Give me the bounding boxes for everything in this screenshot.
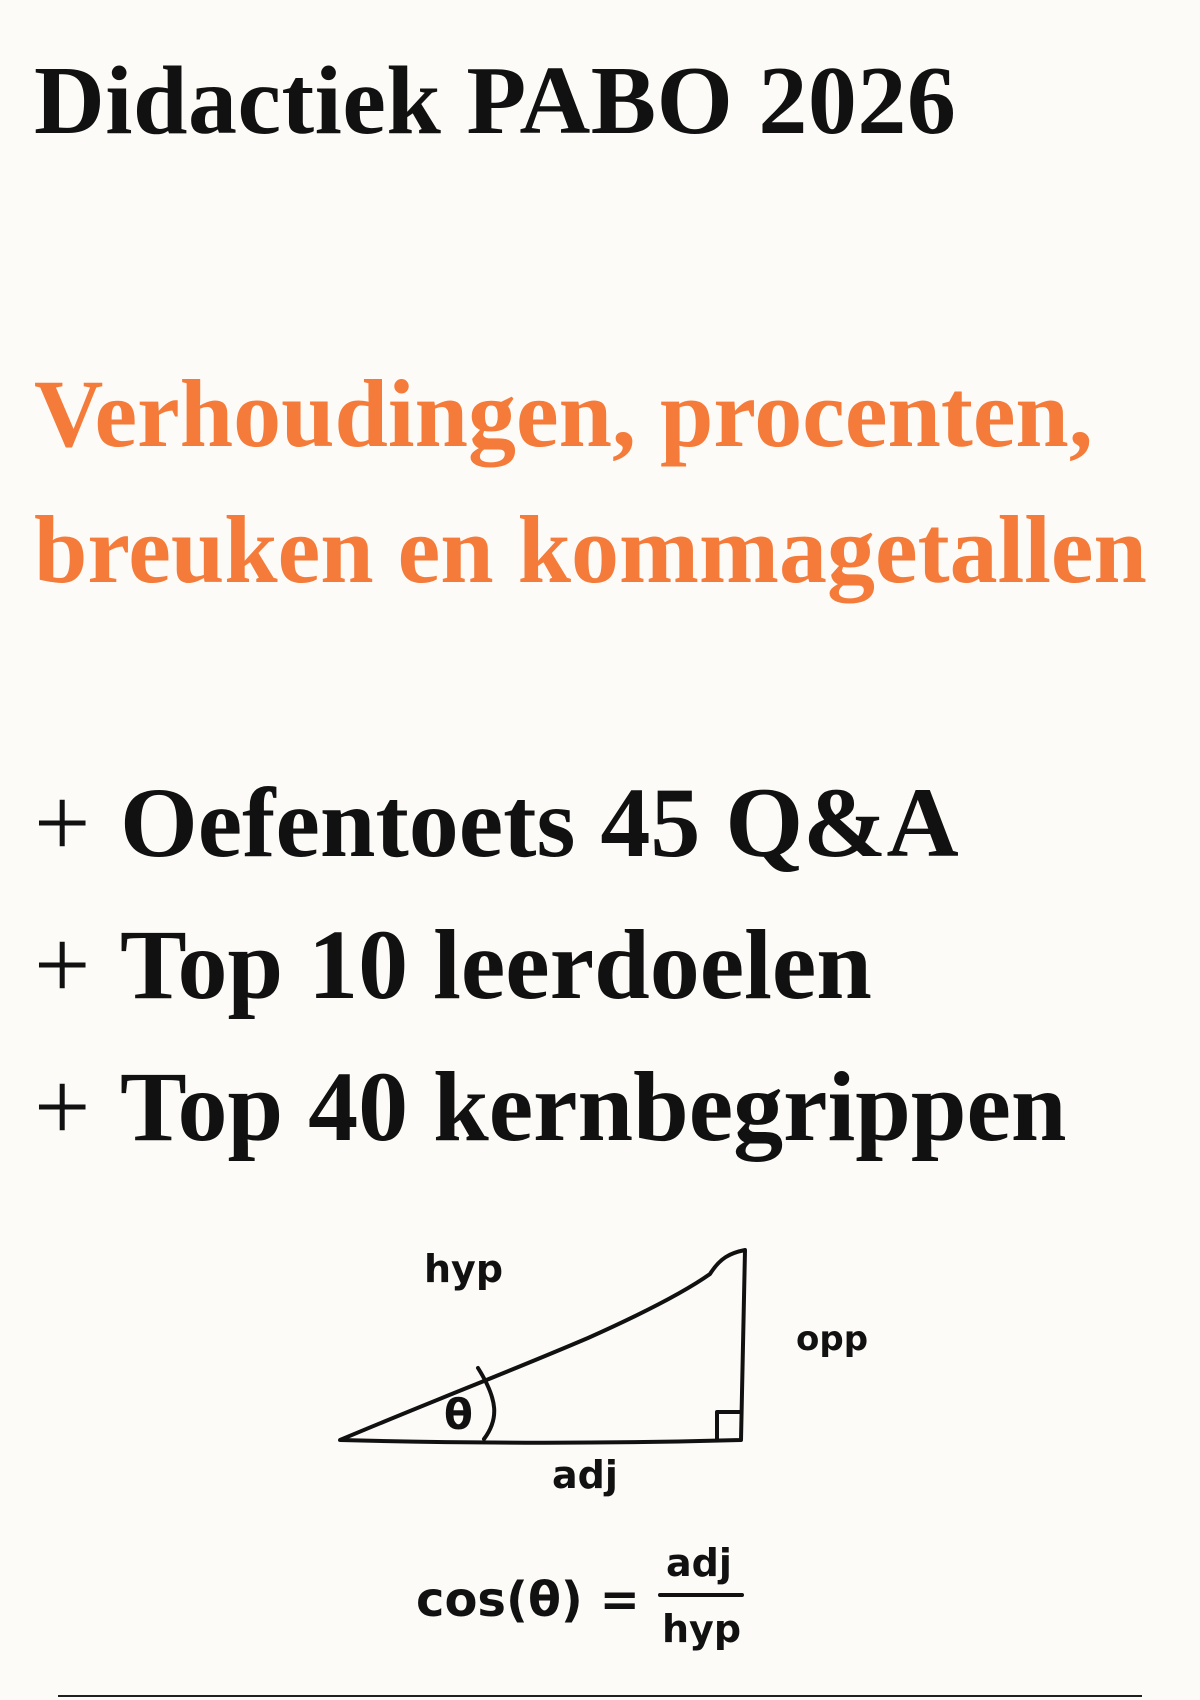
right-angle-marker-icon [717,1412,741,1440]
feature-text: Top 40 kernbegrippen [120,1051,1067,1162]
plus-icon: + [34,909,91,1020]
right-triangle-icon [340,1250,745,1443]
feature-item [34,1036,1067,1178]
fraction-numerator: adj [666,1541,732,1585]
feature-item [34,752,1067,894]
topic-subtitle [34,346,1147,618]
cosine-formula-left: cos(θ) = [416,1572,640,1628]
hypotenuse-label: hyp [424,1247,504,1291]
bottom-divider [58,1695,1142,1697]
feature-text: Oefentoets 45 Q&A [120,767,959,878]
trigonometry-diagram [330,1190,890,1660]
opposite-label: opp [796,1319,869,1359]
feature-text: Top 10 leerdoelen [120,909,872,1020]
adjacent-label: adj [552,1453,618,1497]
feature-item [34,894,1067,1036]
angle-label: θ [444,1390,473,1439]
topic-subtitle-line-1: Verhoudingen, procenten, [34,360,1093,467]
plus-icon: + [34,767,91,878]
topic-subtitle-line-2: breuken en kommagetallen [34,496,1147,603]
document-title: Didactiek PABO 2026 [34,47,957,155]
right-triangle-diagram [330,1190,890,1660]
fraction-denominator: hyp [662,1607,742,1651]
plus-icon: + [34,1051,91,1162]
feature-list [34,752,1067,1178]
